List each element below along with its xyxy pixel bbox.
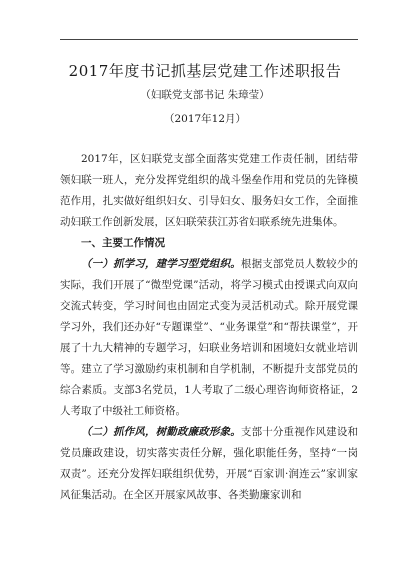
item2-paragraph bbox=[60, 422, 358, 506]
item1-paragraph bbox=[60, 254, 358, 422]
section-heading: 一、主要工作情况 bbox=[81, 237, 165, 249]
document-date: （2017年12月） bbox=[163, 113, 247, 125]
item1-text: 根据支部党员人数较少的实际，我们开展了“微型党课”活动，将学习模式由授课式向双向交流式转变，学习时间也由固定式变为灵活机动式。除开展党课学习外，我们还办好“专题课堂”、“业务课堂”和“帮扶课堂”，开展了十九大精神的专题学习，妇联业务培训和困境妇女就业培训等。建立了学习激励约束机制和自学机制，不断提升支部党员的综合素质。支部3名党员，1人考取了二级心理咨询师资格证，2人考取了中级社工师资格。 bbox=[60, 258, 359, 417]
document-body bbox=[60, 149, 358, 506]
header-rule bbox=[60, 39, 358, 40]
item2-text: 支部十分重视作风建设和党员廉政建设，切实落实责任分解，强化职能任务，坚持“一岗双责”。还充分发挥妇联组织优势，开展“百家训·润连云”家训家风征集活动。在全区开展家风故事、各类勤廉家训和 bbox=[60, 426, 359, 501]
item1-heading: （一）抓学习，建学习型党组织。 bbox=[81, 258, 241, 270]
intro-paragraph: 2017年，区妇联党支部全面落实党建工作责任制，团结带领妇联一班人，充分发挥党组织的战斗堡垒作用和党员的先锋模范作用，扎实做好组织妇女、引导妇女、服务妇女工作，全面推动妇联工作创新发展，区妇联荣获江苏省妇联系统先进集体。 bbox=[60, 153, 358, 228]
item2-heading: （二）抓作风，树勤政廉政形象。 bbox=[81, 426, 241, 438]
document-byline: （妇联党支部书记 朱璋莹） bbox=[140, 89, 270, 101]
document-title: 2017年度书记抓基层党建工作述职报告 bbox=[68, 62, 342, 80]
